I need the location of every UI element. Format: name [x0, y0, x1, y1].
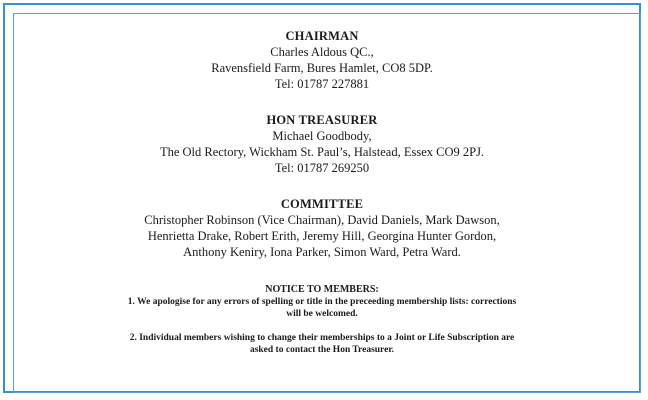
notice-item-1-line: will be welcomed. — [286, 309, 358, 319]
committee-section — [8, 196, 636, 260]
committee-line: Henrietta Drake, Robert Erith, Jeremy Hill, Georgina Hunter Gordon, — [147, 229, 497, 243]
chairman-address: Ravensfield Farm, Bures Hamlet, CO8 5DP. — [211, 61, 433, 75]
notice-heading: NOTICE TO MEMBERS: — [265, 284, 379, 295]
notice-item-2-line: 2. Individual members wishing to change their memberships to a Joint or Life Subscription are — [129, 333, 515, 343]
committee-line: Christopher Robinson (Vice Chairman), David Daniels, Mark Dawson, — [144, 213, 500, 227]
chairman-name: Charles Aldous QC., — [270, 45, 374, 59]
treasurer-heading: HON TREASURER — [266, 113, 378, 127]
notice-item-2-line: asked to contact the Hon Treasurer. — [249, 345, 395, 355]
notice-section — [8, 284, 636, 356]
treasurer-section — [8, 112, 636, 176]
treasurer-address: The Old Rectory, Wickham St. Paul’s, Halstead, Essex CO9 2PJ. — [159, 145, 485, 159]
notice-item-1-line: 1. We apologise for any errors of spelling or title in the preceeding membership lists: corrections — [127, 297, 517, 307]
committee-heading: COMMITTEE — [280, 197, 364, 211]
chairman-tel: Tel: 01787 227881 — [274, 77, 370, 91]
chairman-heading: CHAIRMAN — [285, 29, 359, 43]
treasurer-name: Michael Goodbody, — [272, 129, 372, 143]
document-body — [8, 8, 636, 356]
chairman-section — [8, 28, 636, 92]
committee-line: Anthony Keniry, Iona Parker, Simon Ward, Petra Ward. — [183, 245, 461, 259]
treasurer-tel: Tel: 01787 269250 — [274, 161, 370, 175]
